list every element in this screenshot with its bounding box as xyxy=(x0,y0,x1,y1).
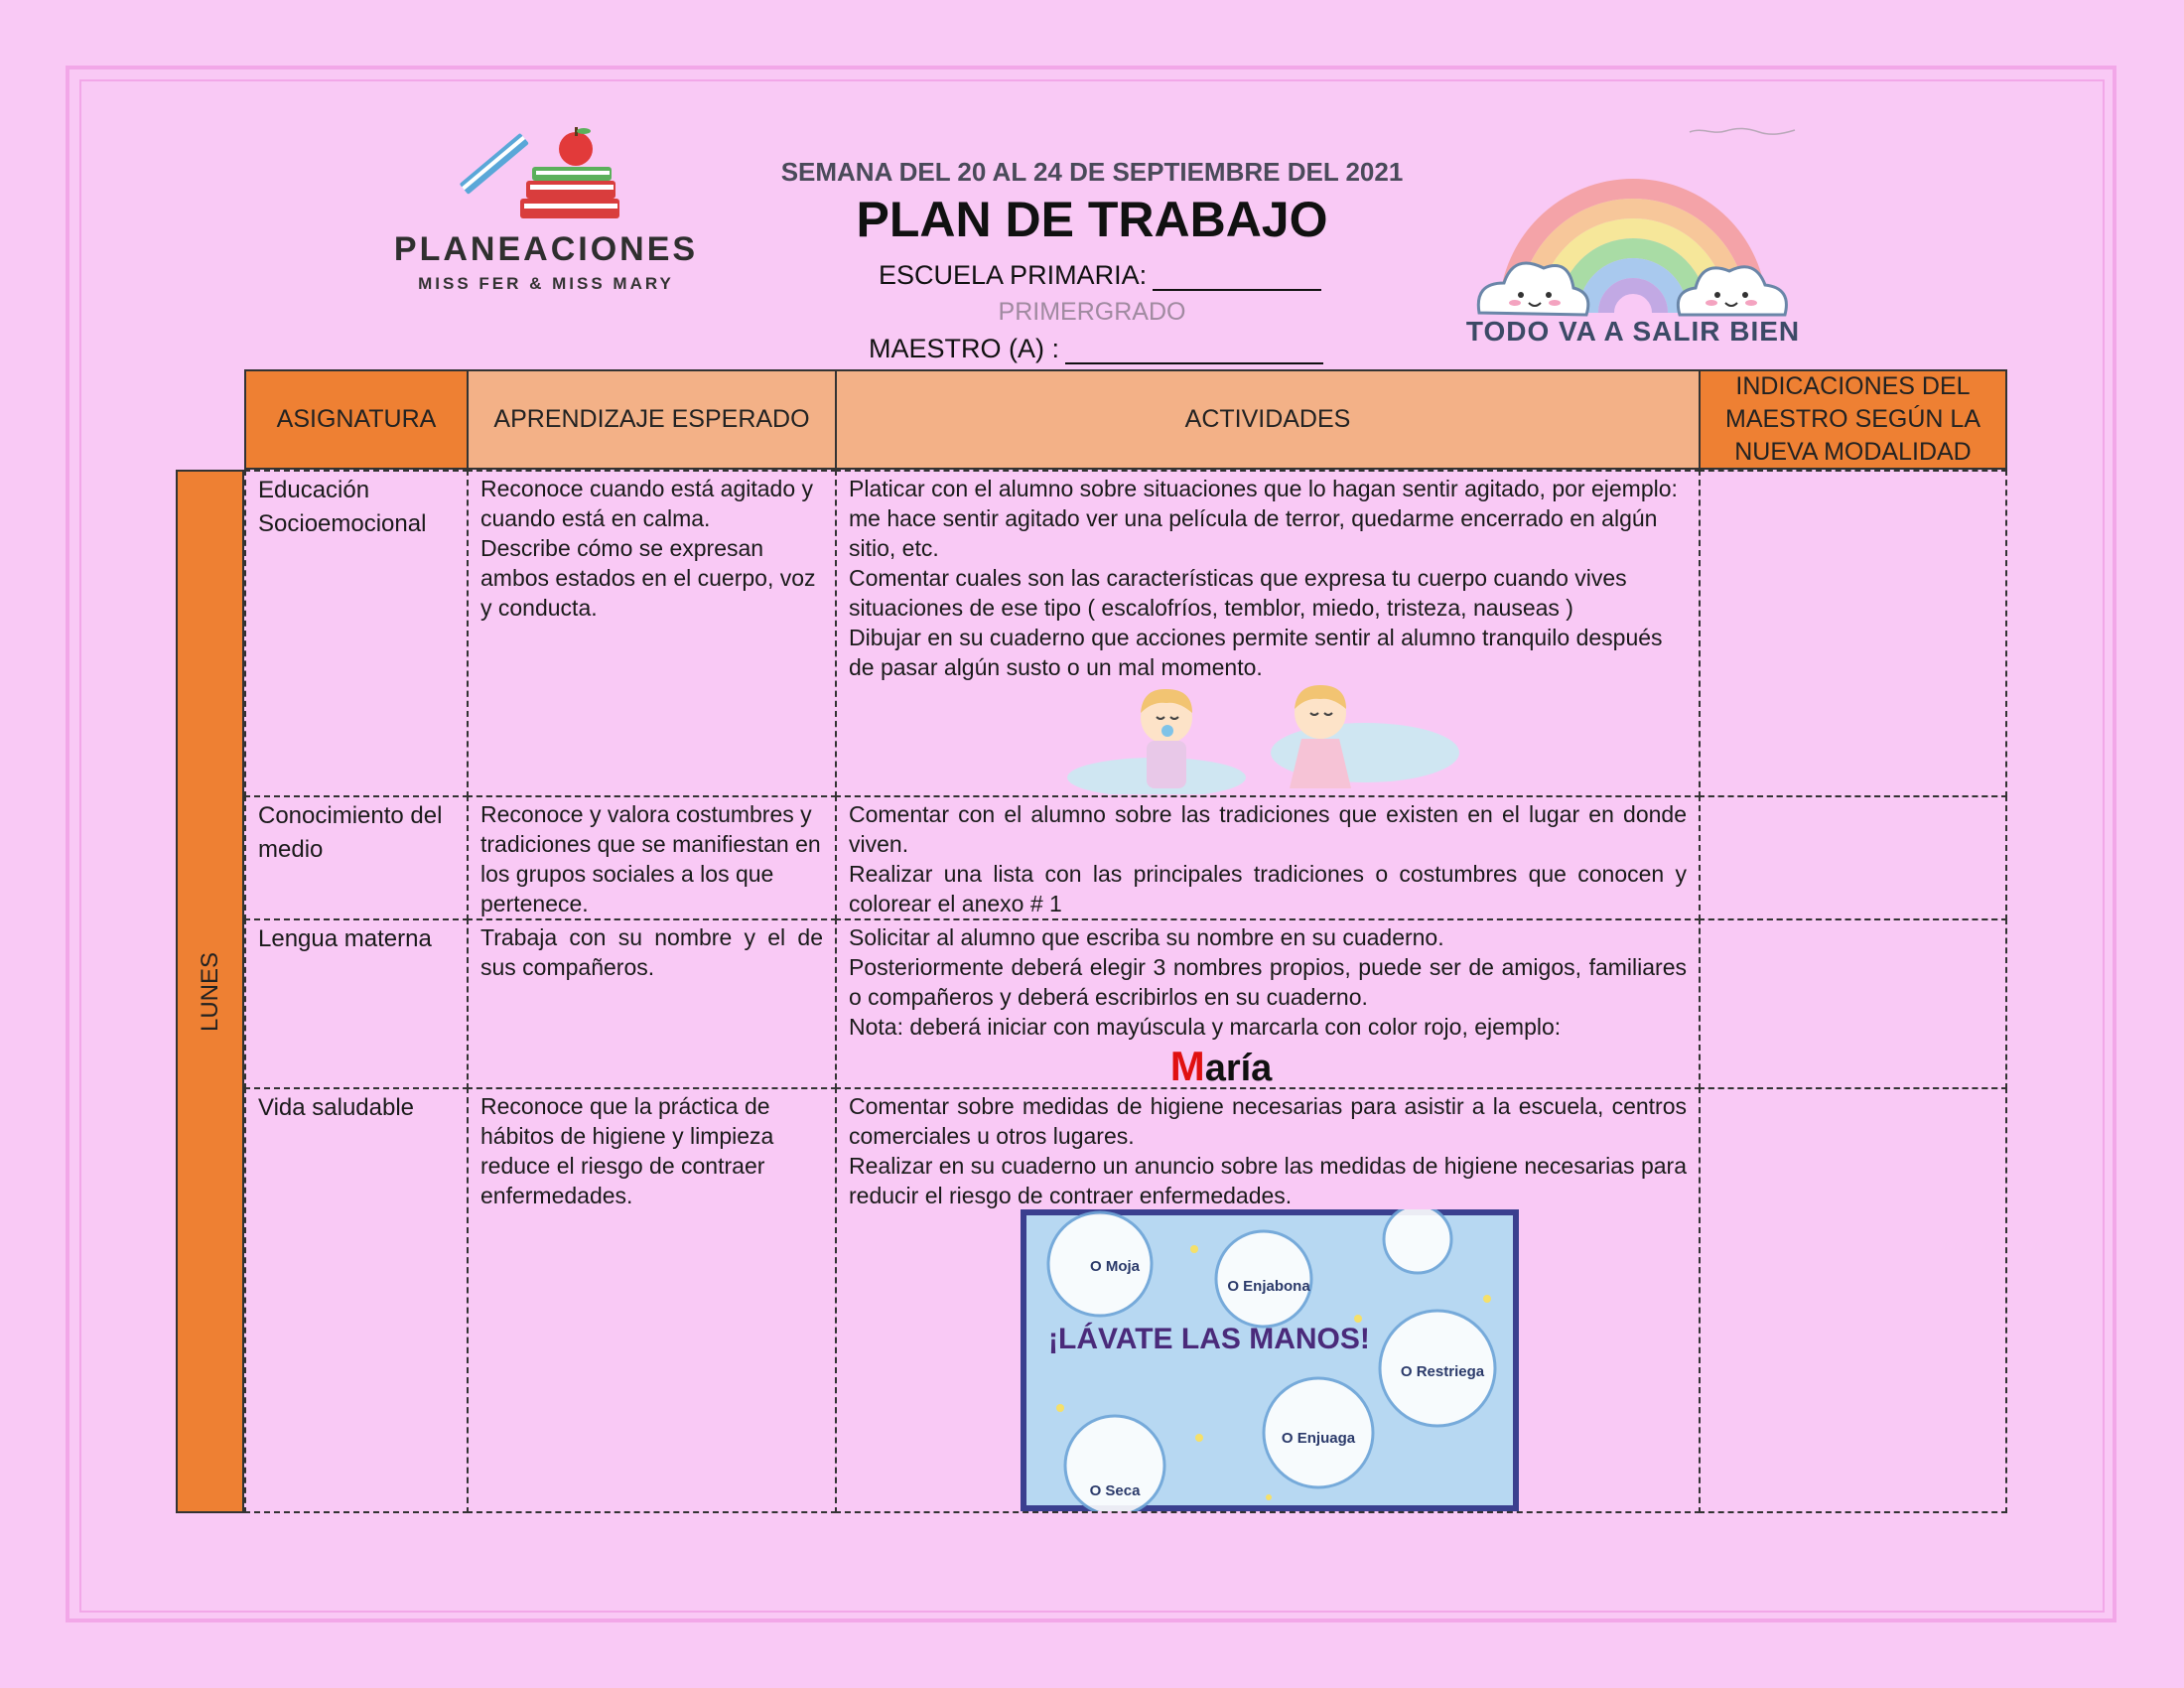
school-blank-line xyxy=(1153,263,1321,291)
teacher-label: MAESTRO (A) : xyxy=(869,334,1060,363)
name-example xyxy=(1112,1043,1330,1090)
row2-indications xyxy=(1699,795,2007,920)
day-column xyxy=(176,470,244,1513)
week-heading: SEMANA DEL 20 AL 24 DE SEPTIEMBRE DEL 2021 xyxy=(780,157,1404,187)
row2-subject: Conocimiento del medio xyxy=(244,795,469,920)
handwashing-poster xyxy=(1021,1209,1519,1511)
col-header-asignatura: ASIGNATURA xyxy=(244,369,469,470)
row3-learning: Trabaja con su nombre y el de sus compañeros. xyxy=(467,918,837,1089)
day-label: LUNES xyxy=(196,951,223,1032)
col-header-indicaciones: INDICACIONES DEL MAESTRO SEGÚN LA NUEVA MODALIDAD xyxy=(1699,369,2007,470)
poster-step-seca: O Seca xyxy=(1089,1482,1141,1499)
row3-activities: Solicitar al alumno que escriba su nombre en su cuaderno. Posteriormente deberá elegir 3 nombres propios, puede ser de amigos, familiares o compañeros y deberá escribirlos en su cuaderno. Nota: deberá iniciar con mayúscula y marcarla con color rojo, ejemplo: xyxy=(835,918,1701,1089)
row4-activities: Comentar sobre medidas de higiene necesarias para asistir a la escuela, centros comerciales u otros lugares. Realizar en su cuaderno un anuncio sobre las medidas de higiene necesarias para reducir el riesgo de contraer enfermedades. xyxy=(835,1087,1701,1513)
poster-step-enjabona: O Enjabona xyxy=(1227,1278,1310,1295)
row2-activities: Comentar con el alumno sobre las tradiciones que existen en el lugar en donde viven. Realizar una lista con las principales tradiciones o costumbres que conocen y colorear el anexo # 1 xyxy=(835,795,1701,920)
row4-learning: Reconoce que la práctica de hábitos de higiene y limpieza reduce el riesgo de contraer enfermedades. xyxy=(467,1087,837,1513)
col-header-actividades: ACTIVIDADES xyxy=(835,369,1701,470)
poster-title: ¡LÁVATE LAS MANOS! xyxy=(1048,1323,1370,1355)
row1-indications xyxy=(1699,470,2007,797)
name-example-rest: aría xyxy=(1204,1048,1273,1089)
poster-step-enjuaga: O Enjuaga xyxy=(1281,1430,1356,1447)
row4-subject: Vida saludable xyxy=(244,1087,469,1513)
calm-children-illustration xyxy=(1067,683,1459,794)
row1-learning: Reconoce cuando está agitado y cuando está en calma. Describe cómo se expresan ambos estados en el cuerpo, voz y conducta. xyxy=(467,470,837,797)
grade-label: PRIMERGRADO xyxy=(998,298,1186,326)
row3-indications xyxy=(1699,918,2007,1089)
row3-subject: Lengua materna xyxy=(244,918,469,1089)
books-apple-icon xyxy=(457,119,635,228)
row1-subject: Educación Socioemocional xyxy=(244,470,469,797)
logo-subtitle: MISS FER & MISS MARY xyxy=(418,274,674,293)
poster-step-moja: O Moja xyxy=(1089,1258,1141,1275)
logo-title: PLANEACIONES xyxy=(393,230,699,268)
row2-learning: Reconoce y valora costumbres y tradiciones que se manifiestan en los grupos sociales a los que pertenece. xyxy=(467,795,837,920)
school-field xyxy=(879,260,1321,291)
name-example-first-letter: M xyxy=(1169,1043,1205,1089)
teacher-blank-line xyxy=(1065,337,1323,364)
col-header-aprendizaje: APRENDIZAJE ESPERADO xyxy=(467,369,837,470)
row4-indications xyxy=(1699,1087,2007,1513)
school-label: ESCUELA PRIMARIA: xyxy=(879,260,1148,290)
planeaciones-logo xyxy=(377,119,715,308)
rainbow-caption: TODO VA A SALIR BIEN xyxy=(1465,316,1801,347)
teacher-field xyxy=(869,334,1323,364)
page-title: PLAN DE TRABAJO xyxy=(856,192,1328,247)
row1-activities: Platicar con el alumno sobre situaciones que lo hagan sentir agitado, por ejemplo: me hace sentir agitado ver una película de terror, quedarme encerrado en algún sitio, etc. Comentar cuales son las características que expresa tu cuerpo cuando vives situaciones de ese tipo ( escalofríos, temblor, miedo, tristeza, nauseas ) Dibujar en su cuaderno que acciones permite sentir al alumno tranquilo después de pasar algún susto o un mal momento. xyxy=(835,470,1701,797)
poster-step-restriega: O Restriega xyxy=(1400,1363,1485,1380)
